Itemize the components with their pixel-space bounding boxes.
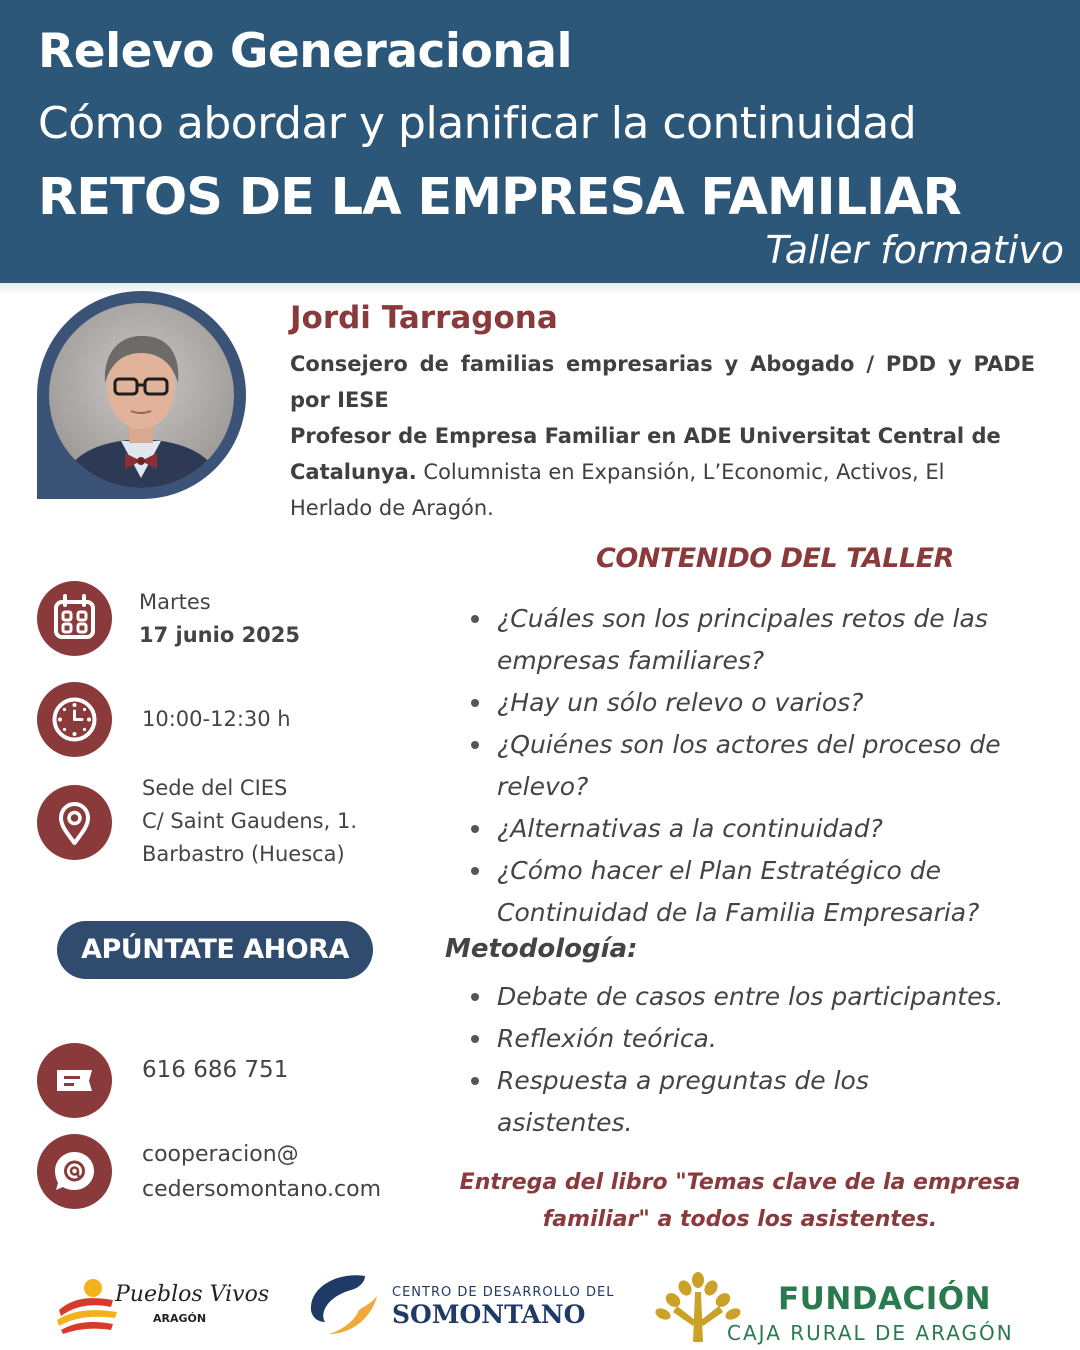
clock-icon xyxy=(37,682,112,757)
fundacion-caja-rural-logo xyxy=(655,1272,1045,1344)
event-date xyxy=(139,586,300,652)
venue-city: Barbastro (Huesca) xyxy=(142,842,345,866)
fundacion-line-2: CAJA RURAL DE ARAGÓN xyxy=(727,1321,1014,1345)
list-item: Respuesta a preguntas de los xyxy=(467,1060,1067,1102)
ceder-line-1: CENTRO DE DESARROLLO DEL xyxy=(392,1285,615,1300)
ceder-line-2: SOMONTANO xyxy=(392,1300,586,1329)
phone-icon-badge xyxy=(37,1043,112,1118)
location-pin-icon-badge xyxy=(37,785,112,860)
list-item: ¿Quiénes son los actores del proceso de xyxy=(467,724,1067,766)
list-item: ¿Cómo hacer el Plan Estratégico de xyxy=(467,850,1067,892)
email-domain: cedersomontano.com xyxy=(142,1177,382,1202)
venue-street: C/ Saint Gaudens, 1. xyxy=(142,809,358,833)
content-section-title: CONTENIDO DEL TALLER xyxy=(596,543,954,574)
list-item: ¿Cuáles son los principales retos de las xyxy=(467,598,1067,640)
list-item-continuation: asistentes. xyxy=(497,1108,633,1137)
event-weekday: Martes xyxy=(139,590,211,614)
list-item-continuation: empresas familiares? xyxy=(497,646,765,675)
page-headline: RETOS DE LA EMPRESA FAMILIAR xyxy=(38,168,961,227)
speaker-bio-role: Consejero de familias empresarias y Abogado / PDD y PADE por IESE xyxy=(290,352,1035,412)
event-date-value: 17 junio 2025 xyxy=(139,623,301,647)
list-item-continuation: Continuidad de la Familia Empresaria? xyxy=(497,898,980,927)
speaker-photo-frame xyxy=(37,291,246,499)
email-icon-badge xyxy=(37,1134,112,1209)
speaker-bio xyxy=(290,346,1035,526)
calendar-icon xyxy=(37,581,112,656)
calendar-icon-badge xyxy=(37,581,112,656)
speaker-bio-university: Catalunya. xyxy=(290,460,417,484)
book-gift-note xyxy=(440,1164,1040,1238)
email-user: cooperacion@ xyxy=(142,1142,299,1167)
methodology-list xyxy=(467,976,1067,1144)
page-subtitle: Cómo abordar y planificar la continuidad xyxy=(38,98,917,149)
event-time: 10:00-12:30 h xyxy=(142,707,291,731)
register-now-button[interactable]: APÚNTATE AHORA xyxy=(57,921,373,979)
venue-name: Sede del CIES xyxy=(142,776,288,800)
pueblos-vivos-logo xyxy=(55,1268,270,1340)
fundacion-line-1: FUNDACIÓN xyxy=(778,1281,992,1317)
ceder-somontano-emblem-icon xyxy=(307,1270,383,1340)
pueblos-vivos-text: Pueblos Vivos xyxy=(115,1282,270,1307)
speaker-bio-profesor: Profesor de Empresa Familiar en ADE Universitat Central de xyxy=(290,424,1001,448)
gift-line-2: familiar" a todos los asistentes. xyxy=(542,1207,938,1232)
speaker-bio-newspaper: Herlado de Aragón. xyxy=(290,496,494,520)
list-item: Debate de casos entre los participantes. xyxy=(467,976,1067,1018)
speaker-bio-columnist: Columnista en Expansión, L’Economic, Activos, El xyxy=(416,460,945,484)
pueblos-vivos-region: ARAGÓN xyxy=(153,1312,207,1325)
speaker-name: Jordi Tarragona xyxy=(290,300,558,336)
contact-phone[interactable]: 616 686 751 xyxy=(142,1057,289,1083)
contact-email[interactable] xyxy=(142,1137,381,1207)
event-venue xyxy=(142,772,357,871)
list-item: Reflexión teórica. xyxy=(467,1018,1067,1060)
speaker-portrait-icon xyxy=(49,303,234,488)
at-sign-icon xyxy=(37,1134,112,1209)
list-item: ¿Alternativas a la continuidad? xyxy=(467,808,1067,850)
clock-icon-badge xyxy=(37,682,112,757)
list-item-continuation: relevo? xyxy=(497,772,589,801)
list-item: ¿Hay un sólo relevo o varios? xyxy=(467,682,1067,724)
header-banner xyxy=(0,0,1080,283)
speaker-photo xyxy=(49,303,234,488)
content-questions-list xyxy=(467,598,1067,934)
gift-line-1: Entrega del libro "Temas clave de la empresa xyxy=(459,1170,1021,1195)
event-type-tag: Taller formativo xyxy=(765,228,1064,272)
message-icon xyxy=(37,1043,112,1118)
methodology-title: Metodología: xyxy=(445,934,638,964)
page-title: Relevo Generacional xyxy=(38,24,573,79)
location-pin-icon xyxy=(37,785,112,860)
ceder-somontano-logo xyxy=(307,1270,615,1342)
